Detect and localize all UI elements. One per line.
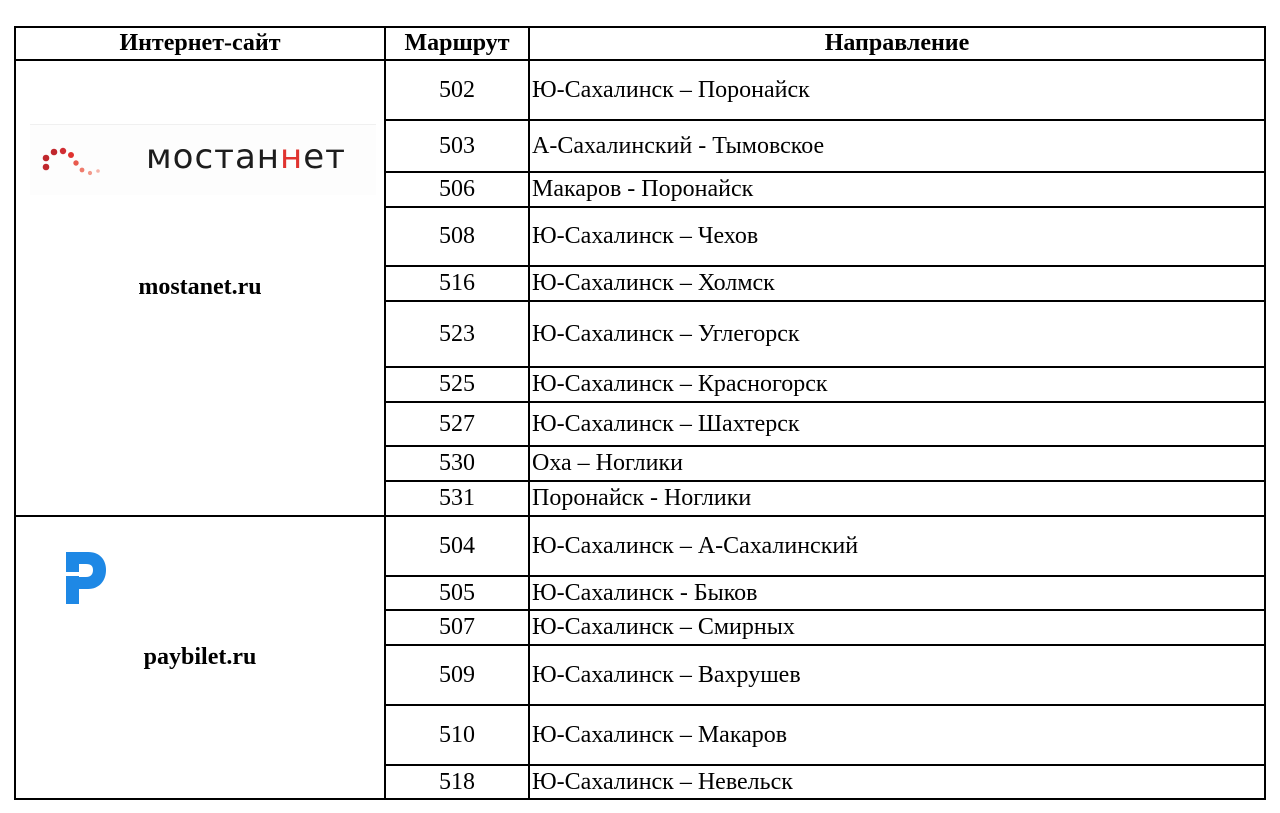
row-divider (384, 644, 1266, 646)
row-divider (384, 265, 1266, 267)
route-direction: Ю-Сахалинск – Невельск (532, 768, 793, 795)
route-number: 516 (439, 270, 475, 296)
route-direction: Ю-Сахалинск – Смирных (532, 614, 795, 640)
route-number: 505 (439, 579, 475, 606)
route-number: 509 (439, 661, 475, 688)
route-number: 503 (439, 132, 475, 159)
table-border-right (1264, 26, 1266, 800)
row-divider (384, 609, 1266, 611)
mostanet-dots-icon (40, 137, 120, 187)
routes-table (14, 26, 1266, 800)
row-divider (384, 401, 1266, 403)
header-direction: Направление (824, 30, 970, 56)
route-number: 525 (439, 371, 475, 397)
route-direction: Ю-Сахалинск – Холмск (532, 270, 775, 296)
route-direction: Ю-Сахалинск – Углегорск (532, 320, 800, 347)
route-direction: Ю-Сахалинск - Быков (532, 579, 758, 606)
row-divider (384, 704, 1266, 706)
route-direction: Ю-Сахалинск – Чехов (532, 223, 759, 249)
row-divider (384, 119, 1266, 121)
header-route: Маршрут (404, 30, 510, 56)
route-number: 518 (439, 768, 475, 795)
route-number: 502 (439, 76, 475, 103)
route-number: 508 (439, 223, 475, 249)
route-number: 504 (439, 532, 475, 559)
header-site: Интернет-сайт (119, 30, 281, 56)
route-number: 507 (439, 614, 475, 640)
route-direction: Макаров - Поронайск (532, 176, 754, 202)
row-divider (384, 480, 1266, 482)
route-number: 530 (439, 450, 475, 476)
site-name-mostanet: mostanet.ru (138, 274, 262, 300)
route-number: 531 (439, 485, 475, 511)
route-direction: Поронайск - Ноглики (532, 485, 752, 511)
route-number: 506 (439, 176, 475, 202)
route-direction: Ю-Сахалинск – Красногорск (532, 371, 828, 397)
route-number: 523 (439, 320, 475, 347)
route-direction: Ю-Сахалинск – Шахтерск (532, 410, 800, 437)
table-border-bottom (14, 798, 1266, 800)
route-number: 527 (439, 410, 475, 437)
route-direction: Ю-Сахалинск – Поронайск (532, 76, 810, 103)
route-number: 510 (439, 721, 475, 748)
table-border-left (14, 26, 16, 800)
route-direction: Ю-Сахалинск – А-Сахалинский (532, 532, 859, 559)
mostanet-logo (30, 124, 376, 195)
paybilet-logo-icon (64, 550, 108, 606)
route-direction: Ю-Сахалинск – Вахрушев (532, 661, 801, 688)
row-divider (384, 300, 1266, 302)
row-divider (384, 206, 1266, 208)
row-divider (384, 366, 1266, 368)
row-divider (384, 764, 1266, 766)
row-divider (384, 171, 1266, 173)
row-divider (384, 445, 1266, 447)
route-direction: Оха – Ноглики (532, 450, 683, 476)
route-direction: Ю-Сахалинск – Макаров (532, 721, 788, 748)
route-direction: А-Сахалинский - Тымовское (532, 132, 825, 159)
site-name-paybilet: paybilet.ru (143, 644, 257, 670)
row-divider (384, 575, 1266, 577)
mostanet-logo-text: мостаннет (146, 137, 346, 177)
